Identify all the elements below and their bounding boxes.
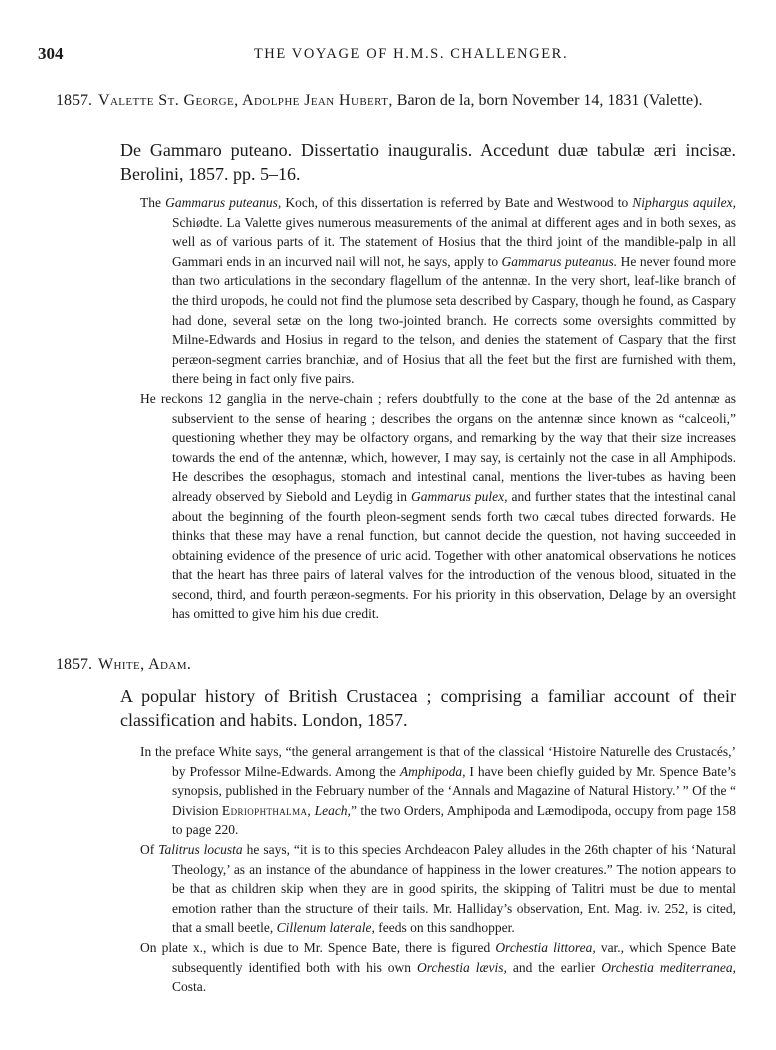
species-name: Gammarus puteanus. — [501, 253, 618, 269]
taxon-name: Edriophthalma, — [221, 802, 312, 818]
note-text: and the earlier — [506, 959, 602, 975]
author-name: White, Adam. — [98, 656, 192, 673]
note-text: var., which Spence Bate subsequently identified both with his own — [172, 939, 736, 975]
running-title: THE VOYAGE OF H.M.S. CHALLENGER. — [253, 46, 569, 62]
work-title: A popular history of British Crustacea ; comprising a familiar account of their classification and habits. London, 1857. — [120, 686, 736, 730]
entry-notes — [140, 742, 736, 997]
entry-notes — [140, 193, 736, 624]
species-name: Talitrus locusta — [158, 841, 243, 857]
note-text: Koch, of this dissertation is referred by Bate and Westwood to — [281, 195, 633, 210]
note-text: He never found more than two articulations in the secondary flagellum of the antennæ. In the very short, leaf-like branch of the third uropods, he could not find the plumose seta described by Caspary, though he found, as Caspary had done, several setæ on the long two-jointed branch. He corrects some oversights committed by Milne-Edwards and Hosius in regard to the telson, and denies the statement of Caspary that the first peræon-segment carries branchiæ, and of Hosius that all the feet but the first are furnished with them, there being in fact only five pairs. — [172, 253, 736, 387]
note-paragraph — [140, 840, 736, 938]
species-name: Cillenum laterale, — [276, 920, 375, 936]
authority-name: Leach, — [311, 802, 351, 818]
note-paragraph — [140, 938, 736, 997]
page-number: 304 — [38, 44, 64, 63]
species-name: Orchestia mediterranea, — [601, 959, 737, 975]
note-text: The — [140, 195, 166, 210]
bibliography-entry-heading — [56, 654, 736, 676]
note-text: Costa. — [172, 979, 207, 995]
note-text: On plate x., which is due to Mr. Spence Bate, there is figured — [140, 939, 496, 955]
note-text: In the preface White says, “the general arrangement is that of the classical ‘Histoire Naturelle des Crustacés,’ by Professor Milne-Edwards. Among the — [140, 744, 736, 779]
note-paragraph — [140, 193, 736, 389]
bibliography-entry-heading — [56, 90, 736, 112]
author-details: Baron de la, born November 14, 1831 (Valette). — [392, 92, 703, 109]
entry-year: 1857. — [56, 92, 92, 109]
species-name: Orchestia littorea, — [495, 939, 596, 955]
author-name: Valette St. George, Adolphe Jean Hubert, — [98, 92, 393, 109]
note-text: I have been chiefly guided by Mr. Spence Bate’s synopsis, published in the February number of the ‘Annals and Magazine of Natural History.’ ” Of the “ Division — [172, 763, 736, 818]
entry-year: 1857. — [56, 656, 92, 673]
note-text: Of — [140, 841, 159, 857]
note-paragraph — [140, 389, 736, 624]
note-text: and further states that the intestinal canal about the beginning of the fourth pleon-segment sends forth two cæcal tubes directed forwards. He thinks that these may have a renal function, but cannot decide the question, not having succeeded in obtaining evidence of the presence of uric acid. Together with other anatomical observations he notices that the heart has three pairs of lateral valves for the introduction of the venous blood, situated in the second, third, and fourth peræon-segments. For his priority in this observation, Delage by an oversight has omitted to give him his due credit. — [172, 488, 736, 622]
running-header — [38, 44, 734, 66]
note-text: He reckons 12 ganglia in the nerve-chain ; refers doubtfully to the cone at the base of the 2d antennæ as subservient to the sense of hearing ; describes the organs on the antennæ since known as “calceoli,” questioning whether they may be olfactory organs, and remarking by the way that their size increases towards the end of the antennæ, which, however, I may say, is certainly not the case in all Amphipods. He describes the œsophagus, stomach and intestinal canal, mentions the liver-tubes as having been already observed by Siebold and Leydig in — [140, 390, 736, 504]
note-paragraph — [140, 742, 736, 840]
species-name: Gammarus pulex, — [410, 488, 508, 504]
species-name: Orchestia lævis, — [417, 959, 507, 975]
work-title: De Gammaro puteano. Dissertatio inauguralis. Accedunt duæ tabulæ æri incisæ. Berolini, 1857. pp. 5–16. — [120, 140, 736, 184]
species-name: Niphargus aquilex, — [632, 195, 736, 210]
note-text: ” the two Orders, Amphipoda and Læmodipoda, occupy from page 158 to page 220. — [172, 802, 736, 838]
note-text: he says, “it is to this species Archdeacon Paley alludes in the 26th chapter of his ‘Natural Theology,’ as an instance of the abundance of happiness in the lower creatures.” The notion appears to be that as children skip when they are in good spirits, the skipping of Talitri must be due to mental emotion rather than the structure of their tails. Mr. Halliday’s observation, Ent. Mag. iv. 252, is cited, that a small beetle, — [172, 841, 737, 936]
note-text: feeds on this sandhopper. — [374, 920, 515, 936]
taxon-name: Amphipoda, — [399, 763, 466, 779]
species-name: Gammarus puteanus, — [165, 195, 282, 210]
note-text: Schiødte. La Valette gives numerous measurements of the animal at different ages and in both sexes, as well as of various parts of it. The statement of Hosius that the third joint of the mandible-palp in all Gammari ends in an incurved nail will not, he says, apply to — [172, 214, 736, 269]
